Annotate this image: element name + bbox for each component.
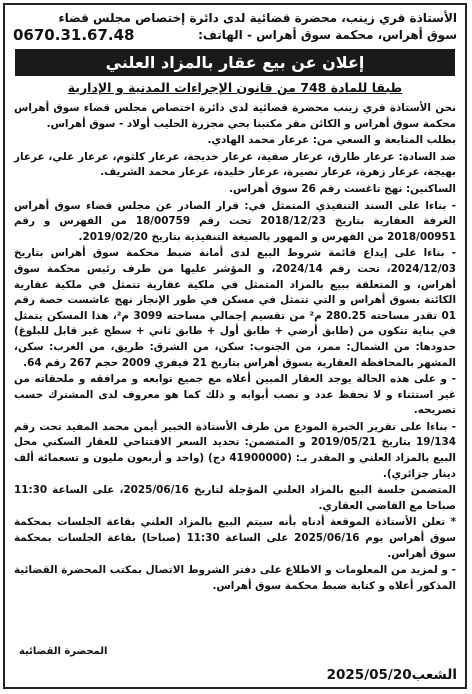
paragraph: الساكنين: نهج تاغست رقم 26 سوق أهراس. <box>229 182 456 195</box>
newspaper-name: الشعب <box>411 667 457 683</box>
paragraph: نحن الأستاذة قري زينب محضرة قضائية لدى دائرة اختصاص مجلس قضاء سوق أهراس محكمة سوق أهراس و الكائن مقر مكتبنا بحي مجزرة الحليب أولاد - سوق أهراس. <box>14 102 456 130</box>
publication-footer <box>13 667 457 683</box>
notice-title-banner: إعلان عن بيع عقار بالمزاد العلني <box>15 49 455 76</box>
seal-label: المحضرة القضائية <box>19 646 108 657</box>
bailiff-header <box>5 5 465 44</box>
paragraph: - و على هذه الحالة يوجد العقار المبين أعلاه مع جميع توابعه و مرافقه و ملحقاته من غير استثناء و لا تحفظ عدد و نصب أبوابه و ذلك كما هو معروف لدى المشترك حسب تصريحه. <box>14 373 456 417</box>
paragraph: * تعلن الأستاذة الموقعة أدناه بأنه سيتم البيع بالمزاد العلني بقاعة الجلسات بمحكمة سوق أهراس يوم 2025/06/16 على الساعة 11:30 (صباحا) بقاعة الجلسات بمحكمة سوق أهراس. <box>14 516 456 560</box>
paragraph: - بناءا على السند التنفيذي المتمثل في: قرار الصادر عن مجلس قضاء سوق أهراس الغرفة العقارية بتاريخ 2018/12/23 تحت رقم 18/00759 من الفهرس و رقم 2018/00951 من الفهرس و المهور بالصيغة التنفيذية بتاريخ 2019/02/20. <box>14 199 456 243</box>
paragraph: بطلب المتابعة و السعي من: عرعار محمد الهادي. <box>207 134 456 147</box>
paragraph: ضد السادة: عرعار طارق، عرعار صفية، عرعار خديجة، عرعار كلثوم، عرعار علي، عرعار بهيجة، عرعار زهرة، عرعار نصيرة، عرعار خليدة، عرعار محمد الشريف. <box>14 150 456 179</box>
notice-subtitle: طبقا للمادة 748 من قانون الإجراءات المدنية و الإدارية <box>67 80 403 95</box>
paragraph: - بناءا على إيداع قائمة شروط البيع لدى أمانة ضبط محكمة سوق أهراس بتاريخ 2024/12/03، تحت رقم 2024/14، و المؤشر عليها من طرف رئيس محكمة سوق أهراس، و المتعلقة ببيع بالمزاد المتمثل في ملكية عقارية تتمثل في ملكية عقارية الكائنة بسوق أهراس و التي تتمثل في مسكن في طور الإنجاز نهج عاشست حصة رقم 01 تقدر مساحته 280.25 م² من تقسيم إجمالي مساحته 3099 م²، هذا المسكن يتمثل في بناية تتكون من (طابق أرضي + طابق أول + طابق ثاني + سطح غير قابل للبلوغ) حدودها: من الشمال: ممر، من الجنوب: سكن، من الشرق: طريق، من الغرب: سكن، المشهر بالمحافظة العقارية بسوق أهراس بتاريخ 21 فيفري 2009 حجم 267 رقم 64. <box>14 247 457 369</box>
paragraph: - و لمزيد من المعلومات و الاطلاع على دفتر الشروط الاتصال بمكتب المحضرة القضائية المذكور أعلاه و كتابة ضبط محكمة سوق أهراس. <box>14 564 456 592</box>
legal-notice <box>3 3 467 689</box>
paragraph: - بناءا على تقرير الخبرة المودع من طرف الأستاذة الخبير أيمن محمد المفيد تحت رقم 19/134 بتاريخ 2019/05/21 و المتضمن: تحديد السعر الافتتاحي للعقار السكني محل البيع بالمزاد العلني و المقدر بـ: (41900000 دج) (واحد و أربعون مليون و تسعمائة ألف دينار جزائري). <box>14 420 456 480</box>
publication-date: 2025/05/20 <box>326 667 412 683</box>
header-line-2: سوق أهراس، محكمة سوق أهراس - الهاتف: <box>198 28 457 42</box>
notice-body <box>5 101 465 594</box>
paragraph: المتضمن جلسة البيع بالمزاد العلني المؤجلة لتاريخ 2025/06/16، على الساعة 11:30 صباحا مع القاضي العقاري. <box>14 484 456 512</box>
header-line-1: الأستاذة قري زينب، محضرة قضائية لدى دائرة إختصاص مجلس قضاء <box>58 11 457 25</box>
phone-number: 0670.31.67.48 <box>13 26 135 44</box>
